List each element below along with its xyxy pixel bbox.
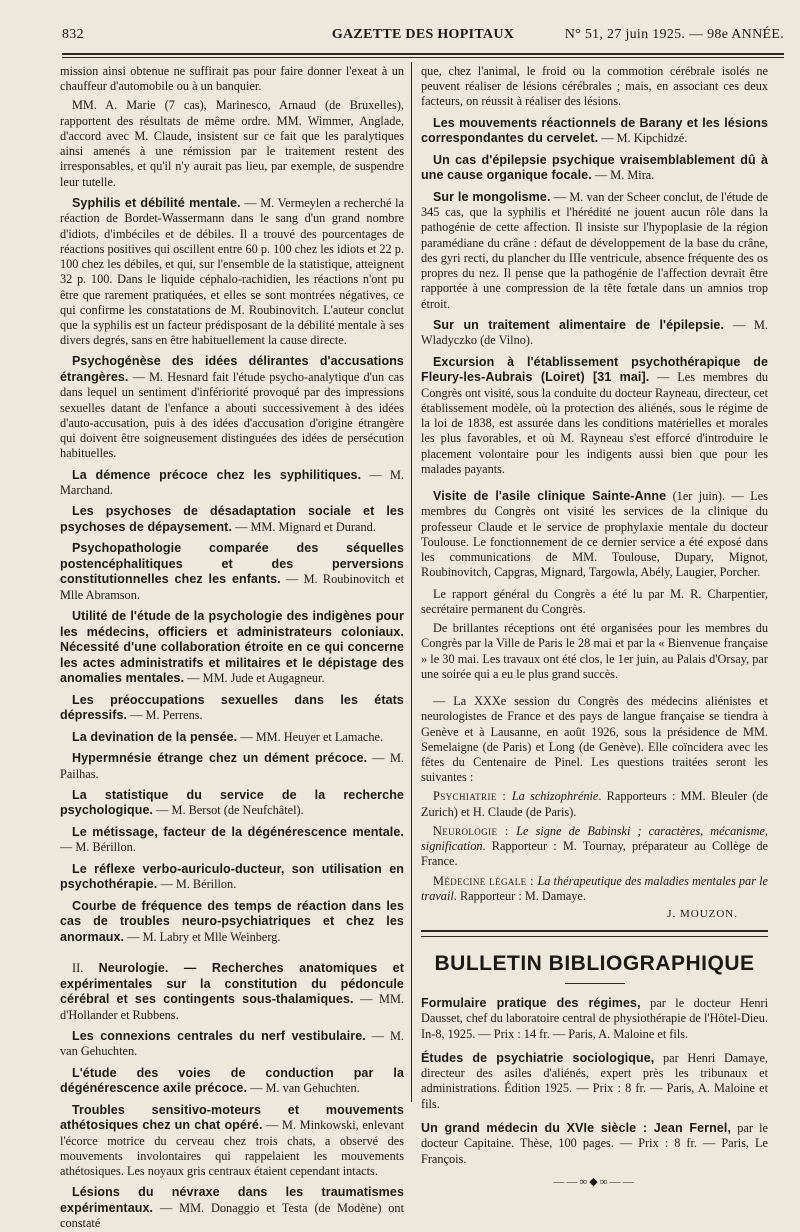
entry-body: — M. Labry et Mlle Weinberg. [124, 929, 281, 944]
book-title: Un grand médecin du XVIe siècle : Jean Fernel, [421, 1120, 732, 1135]
entry-body: — M. Bérillon. [60, 840, 136, 855]
entry-body: — M. Roubinovitch et Mlle Abramson. [60, 572, 405, 602]
entry-body: — MM. Mignard et Durand. [232, 519, 376, 534]
entry-heading: L'étude des voies de conduction par la dégénérescence axile précoce. [60, 1065, 404, 1096]
entry-heading: Le métissage, facteur de la dégénérescence mentale. [72, 824, 404, 839]
entry-body: — M. Wladyczko (de Vilno). [421, 317, 768, 348]
entry-heading: Excursion à l'établissement psychothérapique de Fleury-les-Aubrais (Loiret) [31 mai]. [421, 354, 768, 385]
entry-heading: Psychopathologie comparée des séquelles postencéphalitiques et des perversions constitutionnelles chez les enfants. [60, 541, 404, 587]
column-divider [411, 62, 412, 1102]
entry-body: — M. Marchand. [60, 467, 404, 498]
entry-body: (1er juin). — Les membres du Congrès ont visité les services de la clinique du professeur Claude et le service de prophylaxie mentale du docteur Toulouse. Le fonctionnement de ce dernier service a été exposé dans les communications de MM. Toulouse, Dupary, Mignot, Roubinovitch, Capgras, Mignard, Targowla, Abély, Laugier, Porcher. [421, 488, 768, 580]
article-entry [421, 190, 768, 312]
paragraph: Médecine légale : La thérapeutique des maladies mentales par le travail. Rapporteur : M. Damaye. [421, 873, 768, 903]
entry-body: — M. van der Scheer conclut, de l'étude de 345 cas, que la syphilis et l'hérédité ne jouent aucun rôle dans la pathogénie de cette affection. Il insiste sur l'hypoplasie de la région paramédiane du crâne : défaut de développement de la base du crâne, des gyri recti, du plancher du IIIe ventricule, absence fréquente des os propres du nez. Il pense que la pathogénie de l'affection devrait être rapportée à une compression de la tête fœtale dans un amnios trop étroit. [421, 189, 768, 311]
left-column [60, 64, 405, 1231]
article-entry [60, 354, 404, 461]
entry-heading: La démence précoce chez les syphilitiques. [72, 467, 362, 482]
journal-title: GAZETTE DES HOPITAUX [331, 27, 515, 42]
entry-body: — M. Bérillon. [157, 877, 237, 892]
right-column [421, 64, 768, 1188]
entry-body: — M. Vermeylen a recherché la réaction de Bordet-Wassermann dans le sang d'un grand nombre d'idiots, d'imbéciles et de débiles. Il a trouvé des pourcentages de réactions positives qui oscillent entre 60 p. 100 chez les idiots et 22 p. 100 chez les débiles, et qui, sur l'ensemble de la statistique, atteignent 32 p. 100. Dans le liquide céphalo-rachidien, les réactions n'ont pu être que rarement pratiquées, et elles se sont montrées négatives, ce qui confirme les constatations de M. Roubinovitch. L'auteur conclut que la syphilis est un facteur prédisposant de la débilité mentale à ses divers degrés, sans en être habituellement la cause directe. [60, 195, 404, 348]
bibliography-entry [421, 996, 768, 1042]
entry-body: — MM. Heuyer et Lamache. [237, 729, 384, 744]
paragraph: Neurologie : Le signe de Babinski ; caractères, mécanisme, signification. Rapporteur : M. Tournay, préparateur au Collège de France. [421, 823, 768, 869]
article-entry [60, 1029, 404, 1060]
article-entry [60, 825, 404, 856]
book-details: par Henri Damaye, directeur des asiles d'aliénés, expert près les tribunaux et administrations. Édition 1925. — Prix : 8 fr. — Paris, A. Maloine et fils. [421, 1050, 768, 1111]
entry-heading: Syphilis et débilité mentale. [72, 195, 241, 210]
entry-heading: Neurologie. — Recherches anatomiques et expérimentales sur la constitution du pédoncule cérébral et ses contingents sous-thalamiques. [60, 961, 404, 1007]
entry-heading: Lésions du névraxe dans les traumatismes expérimentaux. [60, 1185, 404, 1215]
book-details: par le docteur Henri Dausset, chef du laboratoire central de physiothérapie de l'Hôtel-Dieu. In-8, 1925. — Prix : 14 fr. — Paris, A. Maloine et fils. [421, 995, 768, 1041]
entry-body: — MM. Donaggio et Testa (de Modène) ont constaté [60, 1200, 404, 1231]
article-entry [60, 1103, 404, 1180]
paragraph: Psychiatrie : La schizophrénie. Rapporteurs : MM. Bleuler (de Zurich) et H. Claude (de Paris). [421, 789, 768, 819]
entry-heading: Psychogénèse des idées délirantes d'accusations étrangères. [60, 354, 404, 384]
paragraph: — La XXXe session du Congrès des médecins aliénistes et neurologistes de France et des pays de langue française se tiendra à Genève et à Lausanne, en août 1926, sous la présidence de MM. Semelaigne (de Paris) et Long (de Genève). Elle coïncidera avec les fêtes du Centenaire de Pinel. Les questions traitées seront les suivantes : [421, 694, 768, 785]
article-entry [60, 788, 404, 819]
article-entry [60, 609, 404, 687]
paragraph: que, chez l'animal, le froid ou la commotion cérébrale isolés ne peuvent réaliser de lésions cérébrales ; mais, en associant ces deux facteurs, on réussit à réaliser des lésions. [421, 64, 768, 109]
article-entry [60, 730, 404, 746]
article-entry [421, 116, 768, 147]
entry-heading: La statistique du service de la recherche psychologique. [60, 787, 404, 818]
entry-heading: Les préoccupations sexuelles dans les états dépressifs. [60, 692, 404, 723]
section-rule-thin [421, 936, 768, 937]
header-rule-thin [62, 57, 784, 58]
entry-heading: Utilité de l'étude de la psychologie des indigènes pour les médecins, officiers et administrateurs coloniaux. Nécessité d'une collaboration étroite en ce qui concerne les actes administratifs et militaires et le dépistage des anomalies mentales. [60, 609, 404, 686]
bulletin-title: BULLETIN BIBLIOGRAPHIQUE [434, 951, 755, 975]
page-header [62, 27, 784, 49]
book-title: Formulaire pratique des régimes, [421, 995, 641, 1010]
entry-body: — MM. d'Hollander et Rubbens. [60, 992, 405, 1022]
section-number: II. [72, 961, 84, 976]
article-entry [421, 489, 768, 581]
entry-body: — MM. Jude et Augagneur. [184, 671, 325, 686]
entry-heading: Les mouvements réactionnels de Barany et les lésions correspondantes du cervelet. [421, 115, 768, 146]
entry-body: — M. van Gehuchten. [247, 1081, 360, 1096]
article-entry [60, 862, 404, 893]
issue-info: N° 51, 27 juin 1925. — 98e ANNÉE. [564, 27, 784, 42]
page-number: 832 [62, 27, 84, 42]
title-rule [565, 983, 625, 984]
paragraph: mission ainsi obtenue ne suffirait pas pour faire donner l'exeat à un chauffeur d'automobile ou à un banquier. [60, 64, 404, 94]
entry-heading: Sur un traitement alimentaire de l'épilepsie. [433, 317, 725, 332]
entry-body: — M. Mira. [591, 168, 655, 183]
header-rule [62, 53, 784, 55]
paragraph: MM. A. Marie (7 cas), Marinesco, Arnaud (de Bruxelles), rapportent des résultats de même ordre. MM. Wimmer, Anglade, d'accord avec M. Claude, insistent sur ce fait que les paralytiques ainsi amenés à une rémission par le traitement restent des irresponsables, et qu'il n'y aurait pas lieu, par exemple, de suspendre leur tutelle. [60, 98, 404, 189]
entry-body: — M. van Gehuchten. [60, 1028, 404, 1059]
paragraph: Le rapport général du Congrès a été lu par M. R. Charpentier, secrétaire permanent du Congrès. [421, 586, 768, 616]
entry-heading: Les psychoses de désadaptation sociale et les psychoses de dépaysement. [60, 504, 404, 534]
article-entry [421, 355, 768, 477]
article-entry [60, 1066, 404, 1097]
article-entry [60, 961, 404, 1023]
bibliography-entry [421, 1051, 768, 1112]
entry-body: — M. Perrens. [127, 708, 203, 723]
entry-heading: Sur le mongolisme. [433, 189, 551, 204]
bibliography-entry [421, 1121, 768, 1167]
book-title: Études de psychiatrie sociologique, [421, 1050, 655, 1065]
entry-heading: Les connexions centrales du nerf vestibulaire. [72, 1028, 366, 1043]
entry-body: — M. Bersot (de Neufchâtel). [153, 803, 304, 818]
entry-heading: Courbe de fréquence des temps de réaction dans les cas de troubles neuro-psychiatriques et chez les anormaux. [60, 898, 404, 944]
author-signature: J. MOUZON. [667, 908, 738, 921]
entry-body: — M. Hesnard fait l'étude psycho-analytique d'un cas dans lequel un sentiment d'infériorité provoqué par des impressions sexuelles datant de l'enfance a abouti successivement à des idées d'auto-accusation, puis à des idées d'accusation d'origine étrangère qui doivent être soigneusement distinguées des idées de persécution habituelles. [60, 369, 404, 461]
entry-heading: Hypermnésie étrange chez un dément précoce. [72, 751, 368, 766]
entry-body: — M. Minkowski, enlevant l'écorce motrice du cerveau chez trois chats, a observé des mouvements involontaires qui rappelaient les mouvements athétosiques. Les noyaux gris centraux étaient cependant intacts. [60, 1118, 405, 1179]
entry-body: — Les membres du Congrès ont visité, sous la conduite du docteur Rayneau, directeur, cet établissement modèle, où la protection des aliénés, sous le régime de la loi de 1838, est assurée dans les conditions matérielles et morales les plus favorables, et où M. Rayneau s'est efforcé d'introduire le placement volontaire pour les indigents aussi bien que pour les malades payants. [421, 370, 768, 476]
article-entry [60, 1185, 404, 1231]
paragraph: De brillantes réceptions ont été organisées pour les membres du Congrès par la Ville de Paris le 28 mai et par la « Bienvenue française » le 30 mai. Les travaux ont été clos, le 1er juin, au Palais d'Orsay, par une soirée qui a eu le plus grand succès. [421, 621, 768, 681]
article-entry [421, 153, 768, 184]
article-entry [60, 504, 404, 535]
entry-body: — M. Kipchidzé. [598, 131, 688, 146]
entry-body: — M. Pailhas. [60, 751, 404, 781]
article-entry [60, 468, 404, 499]
article-entry [60, 693, 404, 724]
entry-heading: La devination de la pensée. [72, 729, 238, 744]
entry-heading: Le réflexe verbo-auriculo-ducteur, son utilisation en psychothérapie. [60, 861, 404, 892]
article-entry [60, 196, 404, 349]
section-rule [421, 930, 768, 932]
article-entry [60, 541, 404, 603]
article-entry [60, 751, 404, 782]
end-ornament: ——∞◆∞—— [553, 1175, 636, 1188]
article-entry [60, 899, 404, 946]
entry-heading: Troubles sensitivo-moteurs et mouvements athétosiques chez un chat opéré. [60, 1102, 404, 1133]
article-entry [421, 318, 768, 349]
entry-heading: Visite de l'asile clinique Sainte-Anne [433, 488, 667, 503]
book-details: par le docteur Capitaine. Thèse, 100 pages. — Prix : 8 fr. — Paris, Le François. [421, 1120, 768, 1166]
entry-heading: Un cas d'épilepsie psychique vraisemblablement dû à une cause organique focale. [421, 152, 768, 183]
